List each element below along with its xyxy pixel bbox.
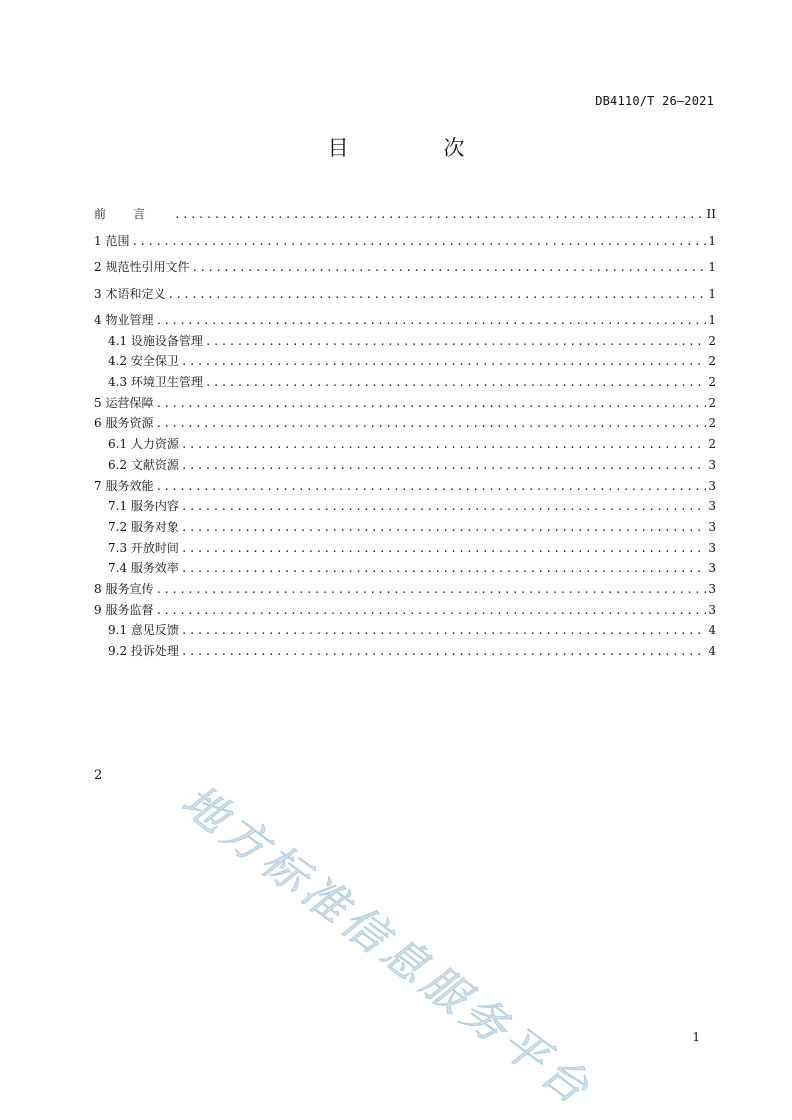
toc-entry[interactable] — [94, 284, 716, 311]
toc-entry-label: 1 范围 — [94, 233, 130, 248]
toc-entry[interactable] — [94, 496, 716, 517]
page-number-right: 1 — [692, 1030, 700, 1044]
toc-entry-label: 6.1 人力资源 — [108, 437, 179, 452]
toc-entry[interactable] — [94, 413, 716, 434]
toc-entry[interactable] — [94, 641, 716, 662]
toc-entry-page: 1 — [708, 260, 716, 274]
toc-leader-dots — [181, 559, 706, 579]
toc-entry[interactable] — [94, 393, 716, 414]
page-number-left: 2 — [94, 768, 103, 783]
toc-entry-page: 2 — [708, 416, 716, 431]
toc-leader-dots — [181, 497, 706, 517]
toc-entry-page: 3 — [708, 581, 716, 596]
toc-entry-label: 7.3 开放时间 — [108, 540, 179, 555]
toc-entry-page: 2 — [708, 437, 716, 452]
toc-entry-page: 4 — [708, 623, 716, 638]
toc-leader-dots — [155, 580, 706, 600]
toc-entry-page: 3 — [708, 499, 716, 514]
toc-entry-label: 前言 — [94, 207, 173, 221]
toc-leader-dots — [191, 258, 706, 278]
toc-entry-page: 4 — [708, 644, 716, 658]
toc-entry-page: 3 — [708, 602, 716, 617]
table-of-contents — [94, 204, 716, 662]
toc-entry[interactable] — [94, 231, 716, 258]
toc-entry[interactable] — [94, 351, 716, 372]
toc-leader-dots — [167, 285, 706, 305]
doc-code: DB4110/T 26—2021 — [595, 94, 714, 108]
toc-entry-label: 3 术语和定义 — [94, 286, 166, 301]
toc-leader-dots — [155, 477, 706, 497]
toc-entry-label: 4.2 安全保卫 — [108, 354, 179, 369]
toc-entry-page: 1 — [708, 313, 716, 327]
toc-leader-dots — [155, 601, 706, 621]
toc-entry[interactable] — [94, 620, 716, 641]
toc-entry-label: 4.3 环境卫生管理 — [108, 375, 203, 390]
toc-leader-dots — [181, 435, 706, 455]
toc-entry[interactable] — [94, 204, 716, 231]
toc-entry[interactable] — [94, 331, 716, 352]
toc-entry-label: 5 运营保障 — [94, 395, 154, 410]
toc-entry[interactable] — [94, 558, 716, 579]
toc-entry[interactable] — [94, 579, 716, 600]
toc-leader-dots — [155, 394, 706, 414]
toc-leader-dots — [174, 205, 705, 225]
toc-entry-label: 9 服务监督 — [94, 602, 154, 617]
toc-entry-label: 4.1 设施设备管理 — [108, 333, 203, 348]
toc-entry-page: 2 — [708, 395, 716, 410]
toc-entry[interactable] — [94, 455, 716, 476]
toc-entry-page: 3 — [708, 540, 716, 555]
toc-entry[interactable] — [94, 434, 716, 455]
toc-leader-dots — [181, 518, 706, 538]
toc-entry[interactable] — [94, 257, 716, 284]
toc-entry-page: II — [706, 207, 716, 221]
toc-leader-dots — [181, 539, 706, 559]
toc-entry-label: 7 服务效能 — [94, 478, 154, 493]
toc-leader-dots — [181, 352, 706, 372]
toc-entry-page: 3 — [708, 561, 716, 576]
toc-leader-dots — [181, 621, 706, 641]
toc-entry-page: 3 — [708, 457, 716, 472]
watermark: 地方标准信息服务平台 — [171, 775, 602, 1117]
toc-leader-dots — [181, 456, 706, 476]
toc-entry-label: 8 服务宣传 — [94, 581, 154, 596]
toc-title: 目 次 — [327, 136, 509, 160]
toc-entry-label: 4 物业管理 — [94, 313, 154, 327]
toc-entry-page: 2 — [708, 375, 716, 390]
toc-entry[interactable] — [94, 538, 716, 559]
toc-entry-page: 2 — [708, 354, 716, 369]
toc-entry-label: 7.4 服务效率 — [108, 561, 179, 576]
toc-entry-label: 9.1 意见反馈 — [108, 623, 179, 638]
toc-entry-page: 2 — [708, 333, 716, 348]
toc-entry-label: 9.2 投诉处理 — [108, 644, 179, 658]
toc-entry[interactable] — [94, 372, 716, 393]
toc-entry-label: 7.2 服务对象 — [108, 519, 179, 534]
toc-entry-label: 6.2 文献资源 — [108, 457, 179, 472]
toc-leader-dots — [205, 332, 706, 352]
toc-entry-page: 3 — [708, 478, 716, 493]
toc-entry-page: 3 — [708, 519, 716, 534]
toc-entry-label: 6 服务资源 — [94, 416, 154, 431]
toc-entry[interactable] — [94, 310, 716, 331]
toc-leader-dots — [205, 373, 706, 393]
toc-leader-dots — [181, 642, 706, 662]
toc-entry-label: 7.1 服务内容 — [108, 499, 179, 514]
toc-entry-page: 1 — [708, 286, 716, 301]
toc-leader-dots — [155, 414, 706, 434]
toc-entry-label: 2 规范性引用文件 — [94, 260, 190, 274]
toc-entry[interactable] — [94, 600, 716, 621]
toc-entry[interactable] — [94, 476, 716, 497]
toc-entry-page: 1 — [708, 233, 716, 248]
toc-leader-dots — [131, 232, 706, 252]
toc-leader-dots — [155, 311, 706, 331]
toc-entry[interactable] — [94, 517, 716, 538]
